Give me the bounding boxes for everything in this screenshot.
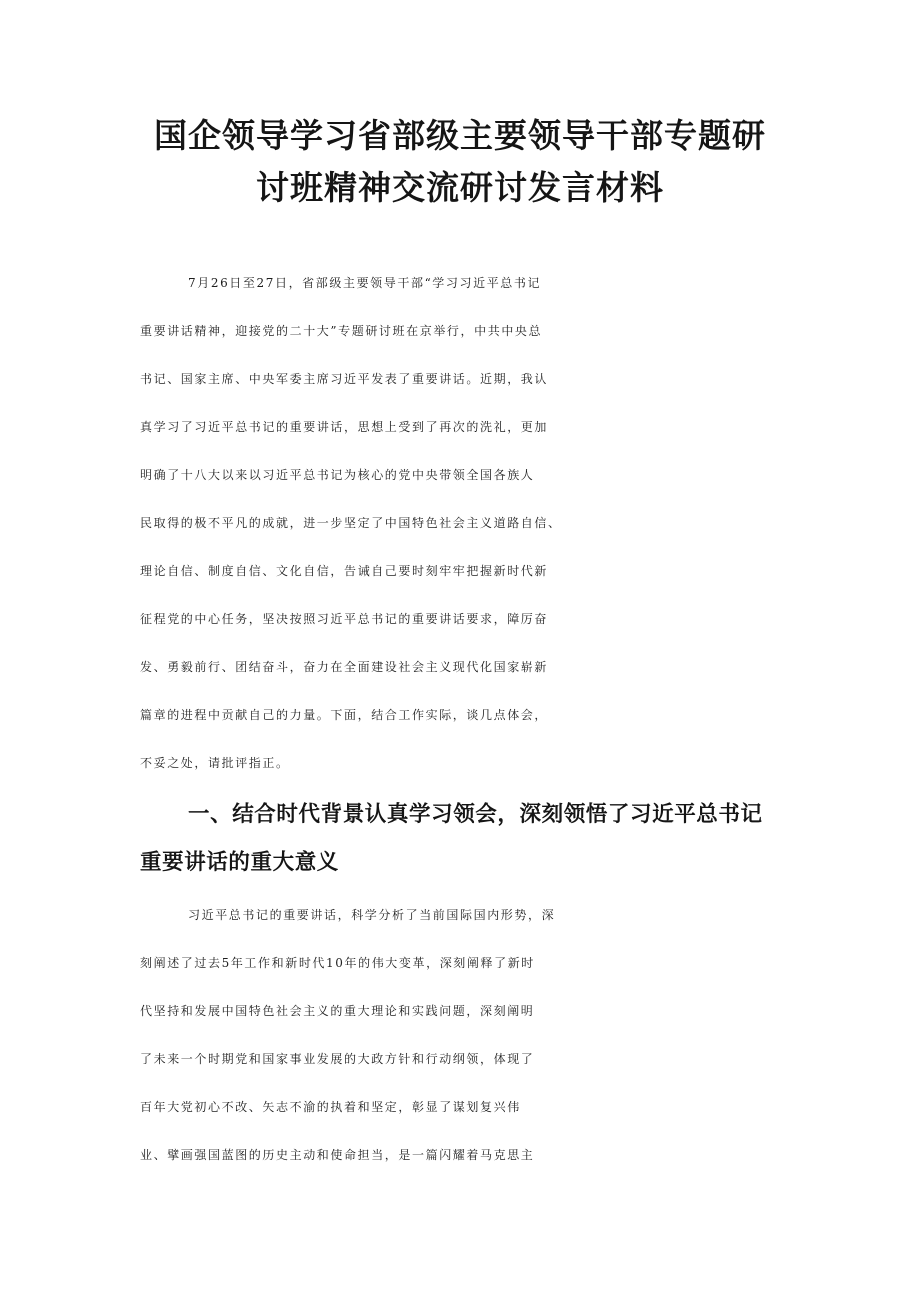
paragraph-line: 习近平总书记的重要讲话，科学分析了当前国际国内形势，深 [188, 908, 556, 922]
paragraph-line: 真学习了习近平总书记的重要讲话，思想上受到了再次的洗礼，更加 [140, 420, 549, 434]
paragraph-line: 了未来一个时期党和国家事业发展的大政方针和行动纲领，体现了 [140, 1052, 535, 1066]
paragraph-line: 篇章的进程中贡献自己的力量。下面，结合工作实际，谈几点体会， [140, 708, 549, 722]
paragraph-line: 民取得的极不平凡的成就，进一步坚定了中国特色社会主义道路自信、 [140, 516, 562, 530]
paragraph-line: 7月26日至27日，省部级主要领导干部“学习习近平总书记 [188, 276, 542, 290]
paragraph-line: 百年大党初心不改、矢志不渝的执着和坚定，彰显了谋划复兴伟 [140, 1100, 521, 1114]
paragraph-line: 理论自信、制度自信、文化自信，告诫自己要时刻牢牢把握新时代新 [140, 564, 549, 578]
paragraph-line: 刻阐述了过去5年工作和新时代10年的伟大变革，深刻阐释了新时 [140, 956, 535, 970]
paragraph-line: 不妥之处，请批评指正。 [140, 756, 290, 770]
document-title-line-1: 国企领导学习省部级主要领导干部专题研 [154, 116, 766, 155]
paragraph-line: 重要讲话精神，迎接党的二十大”专题研讨班在京举行，中共中央总 [140, 324, 543, 338]
section-heading-line: 一、结合时代背景认真学习领会，深刻领悟了习近平总书记 [188, 802, 763, 827]
paragraph-line: 发、勇毅前行、团结奋斗，奋力在全面建设社会主义现代化国家崭新 [140, 660, 549, 674]
paragraph-line: 代坚持和发展中国特色社会主义的重大理论和实践问题，深刻阐明 [140, 1004, 535, 1018]
document-title-line-2: 讨班精神交流研讨发言材料 [256, 168, 664, 207]
paragraph-line: 书记、国家主席、中央军委主席习近平发表了重要讲话。近期，我认 [140, 372, 549, 386]
paragraph-line: 征程党的中心任务，坚决按照习近平总书记的重要讲话要求，障厉奋 [140, 612, 549, 626]
paragraph-line: 业、擘画强国蓝图的历史主动和使命担当，是一篇闪耀着马克思主 [140, 1148, 535, 1162]
section-heading-line: 重要讲话的重大意义 [140, 850, 339, 875]
paragraph-line: 明确了十八大以来以习近平总书记为核心的党中央带领全国各族人 [140, 468, 535, 482]
